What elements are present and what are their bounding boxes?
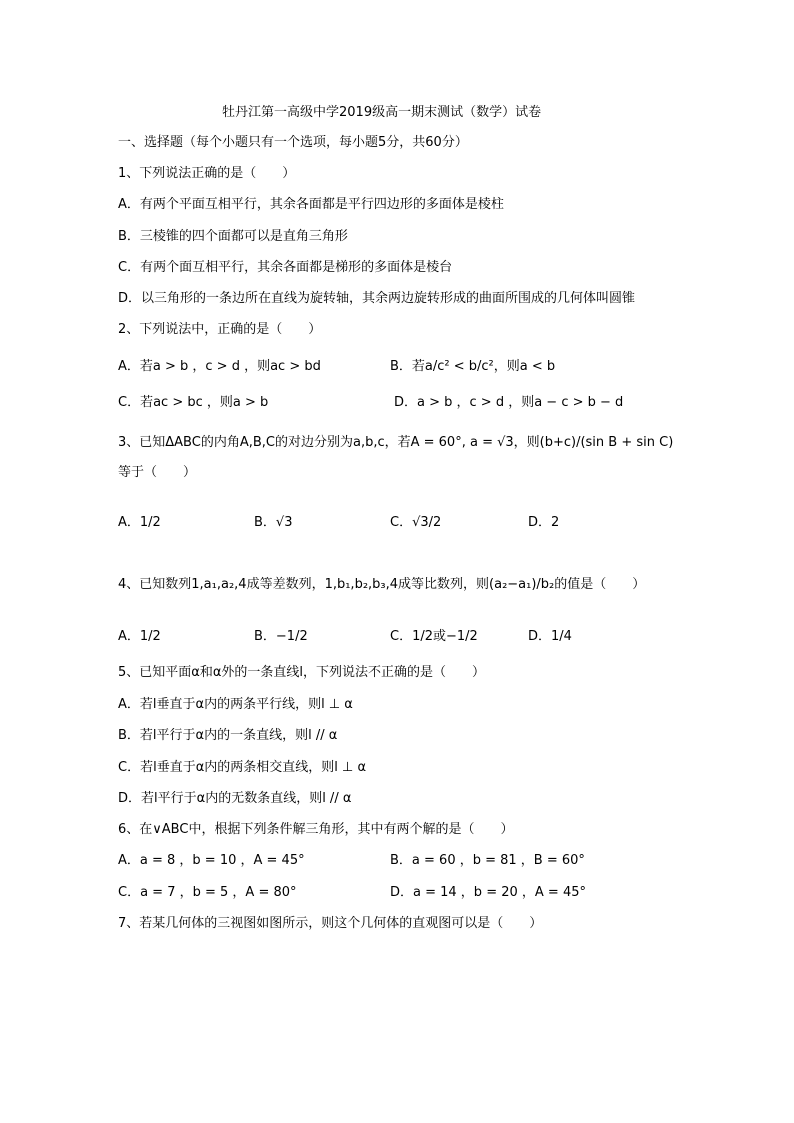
- question-4-stem: 4、已知数列1,a₁,a₂,4成等差数列，1,b₁,b₂,b₃,4成等比数列，则(a₂−a₁)/b₂的值是（ ）: [118, 577, 646, 592]
- question-1-stem: 1、下列说法正确的是（ ）: [118, 166, 296, 181]
- question-1-option-a: A．有两个平面互相平行，其余各面都是平行四边形的多面体是棱柱: [118, 197, 504, 212]
- question-3-option-c: C．√3/2: [390, 515, 442, 530]
- question-5-option-c: C．若l垂直于α内的两条相交直线，则l ⊥ α: [118, 760, 367, 775]
- question-2-option-a: A．若a > b ，c > d ，则ac > bd: [118, 359, 321, 374]
- question-2-option-b: B．若a/c² < b/c²，则a < b: [390, 359, 556, 374]
- question-2-option-d: D．a > b ，c > d ，则a − c > b − d: [394, 395, 624, 410]
- question-5-option-b: B．若l平行于α内的一条直线，则l // α: [118, 728, 338, 743]
- question-5-option-a: A．若l垂直于α内的两条平行线，则l ⊥ α: [118, 697, 353, 712]
- section-heading: 一、选择题（每个小题只有一个选项，每小题5分，共60分）: [118, 135, 468, 150]
- question-6-option-b: B．a = 60 ，b = 81 ，B = 60°: [390, 853, 585, 868]
- page-title: 牡丹江第一高级中学2019级高一期末测试（数学）试卷: [222, 105, 542, 120]
- question-1-option-c: C．有两个面互相平行，其余各面都是梯形的多面体是棱台: [118, 260, 453, 275]
- question-3-option-d: D．2: [528, 515, 560, 530]
- question-2-option-c: C．若ac > bc ，则a > b: [118, 395, 269, 410]
- question-7-stem: 7、若某几何体的三视图如图所示，则这个几何体的直观图可以是（ ）: [118, 916, 543, 931]
- question-6-stem: 6、在∨ABC中，根据下列条件解三角形，其中有两个解的是（ ）: [118, 822, 514, 837]
- question-1-option-d: D．以三角形的一条边所在直线为旋转轴，其余两边旋转形成的曲面所围成的几何体叫圆锥: [118, 291, 636, 306]
- question-3-stem: 3、已知ΔABC的内角A,B,C的对边分别为a,b,c，若A = 60°, a = √3，则(b+c)/(sin B + sin C)等于（ ）: [118, 435, 674, 480]
- question-2-stem: 2、下列说法中，正确的是（ ）: [118, 322, 322, 337]
- question-6-option-d: D．a = 14 ，b = 20 ，A = 45°: [390, 885, 586, 900]
- question-4-option-d: D．1/4: [528, 629, 572, 644]
- question-4-option-b: B．−1/2: [254, 629, 308, 644]
- question-4-option-c: C．1/2或−1/2: [390, 629, 478, 644]
- question-6-option-a: A．a = 8 ，b = 10 ，A = 45°: [118, 853, 305, 868]
- question-4-option-a: A．1/2: [118, 629, 161, 644]
- question-1-option-b: B．三棱锥的四个面都可以是直角三角形: [118, 229, 348, 244]
- question-3-option-b: B．√3: [254, 515, 293, 530]
- question-3-option-a: A．1/2: [118, 515, 161, 530]
- question-5-option-d: D．若l平行于α内的无数条直线，则l // α: [118, 791, 352, 806]
- question-6-option-c: C．a = 7 ，b = 5 ，A = 80°: [118, 885, 297, 900]
- question-5-stem: 5、已知平面α和α外的一条直线l，下列说法不正确的是（ ）: [118, 665, 486, 680]
